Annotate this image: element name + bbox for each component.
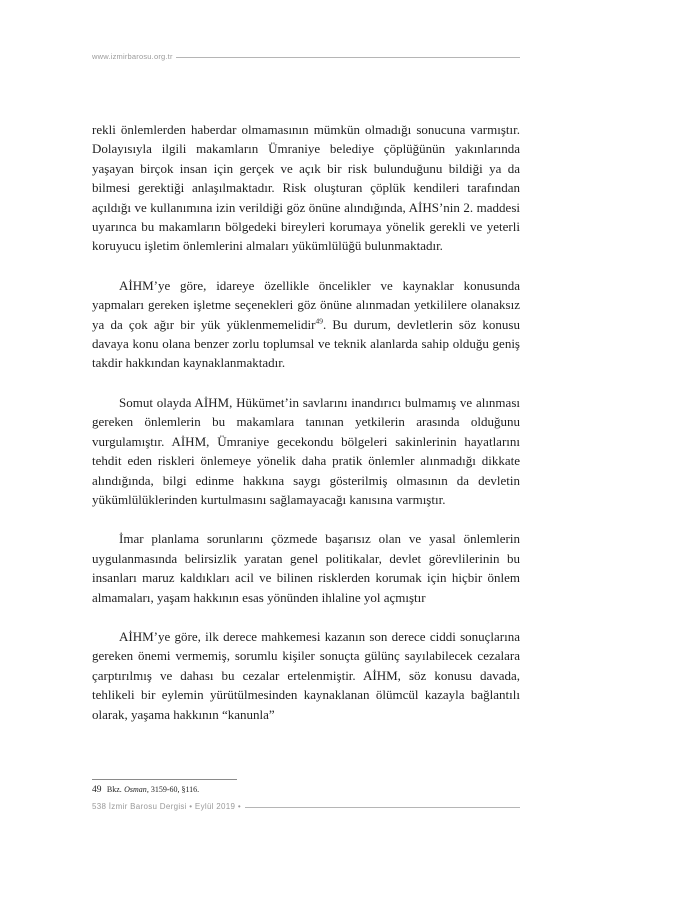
paragraph-3: Somut olayda AİHM, Hükümet’in savlarını inandırıcı bulmamış ve alınması gereken önlemlerin bu makamlara tanınan yetkilerin arasında olduğunu vurgulamıştır. AİHM, Ümraniye gecekondu bölgeleri sakinlerinin hayatlarını tehdit eden riskleri önlemeye yönelik daha pratik önlemler alınmadığı dikkate alındığında, bilgi edinme hakkına saygı gösterilmiş olmasının da devletin yükümlülüklerinden kurtulmasını sağlamayacağı kanısına varmıştır. [92,394,520,507]
header-url: www.izmirbarosu.org.tr [92,52,176,62]
page-header [92,52,520,66]
footnote-rest: , 3159-60, §116. [146,785,200,794]
page-body [92,120,520,724]
paragraph-2 [92,276,520,373]
footnote-separator [92,779,237,780]
footnote-reference-49[interactable]: 49 [315,316,323,326]
paragraph-2-text-b: . Bu durum, devletlerin söz konusu davaya konu olana benzer zorlu toplumsal ve teknik alanlarda sahip olduğu geniş takdir hakkından kaynaklanmaktadır. [92,316,520,371]
footnote-source: Osman [124,785,147,794]
footnote-number: 49 [92,785,102,795]
footnote-prefix: Bkz. [106,785,122,794]
paragraph-1: rekli önlemlerden haberdar olmamasının mümkün olmadığı sonucuna varmıştır. Dolayısıyla ilgili makamların Ümraniye belediye çöplüğünün yakınlarında yaşayan birçok insan için gerçek ve açık bir risk bulunduğunu bildiği ya da bilmesi gerektiği anlaşılmaktadır. Risk oluşturan çöplük kendileri tarafından açıldığı ve kullanımına izin verildiği göz önüne alındığında, AİHS’nin 2. maddesi uyarınca bu makamların bölgedeki bireyleri korumaya yönelik gerekli ve yeterli koruyucu işletim önlemlerini almaları yükümlülüğü bulunmaktadır. [92,122,520,254]
paragraph-5: AİHM’ye göre, ilk derece mahkemesi kazanın son derece ciddi sonuçlarına gereken önemi vermemiş, sorumlu kişiler sonuçta gülünç sayılabilecek cezalara çarptırılmış ve dahası bu cezalar ertelenmiştir. AİHM, söz konusu davada, tehlikeli bir eylemin yürütülmesinden kaynaklanan ölümcül kazayla bağlantılı olarak, yaşama hakkının “kanunla” [92,628,520,722]
page-footer [92,801,520,815]
paragraph-4: İmar planlama sorunlarını çözmede başarısız olan ve yasal önlemlerin uygulanmasında belirsizlik yaratan genel politikalar, devlet görevlilerinin bu insanları maruz kaldıkları acil ve bilinen risklerden korumak için hiçbir önlem almamaları, yaşam hakkının esas yönünden ihlaline yol açmıştır [92,531,520,605]
footnote-49 [92,784,199,796]
paragraph-2-text-a: AİHM’ye göre, idareye özellikle öncelikler ve kaynaklar konusunda yapmaları gereken işletme seçenekleri göz önüne alınmadan yetkililere olanaksız ya da çok ağır bir yük yüklenmemelidir [92,277,520,332]
footer-text: 538 İzmir Barosu Dergisi • Eylül 2019 • [92,801,245,812]
